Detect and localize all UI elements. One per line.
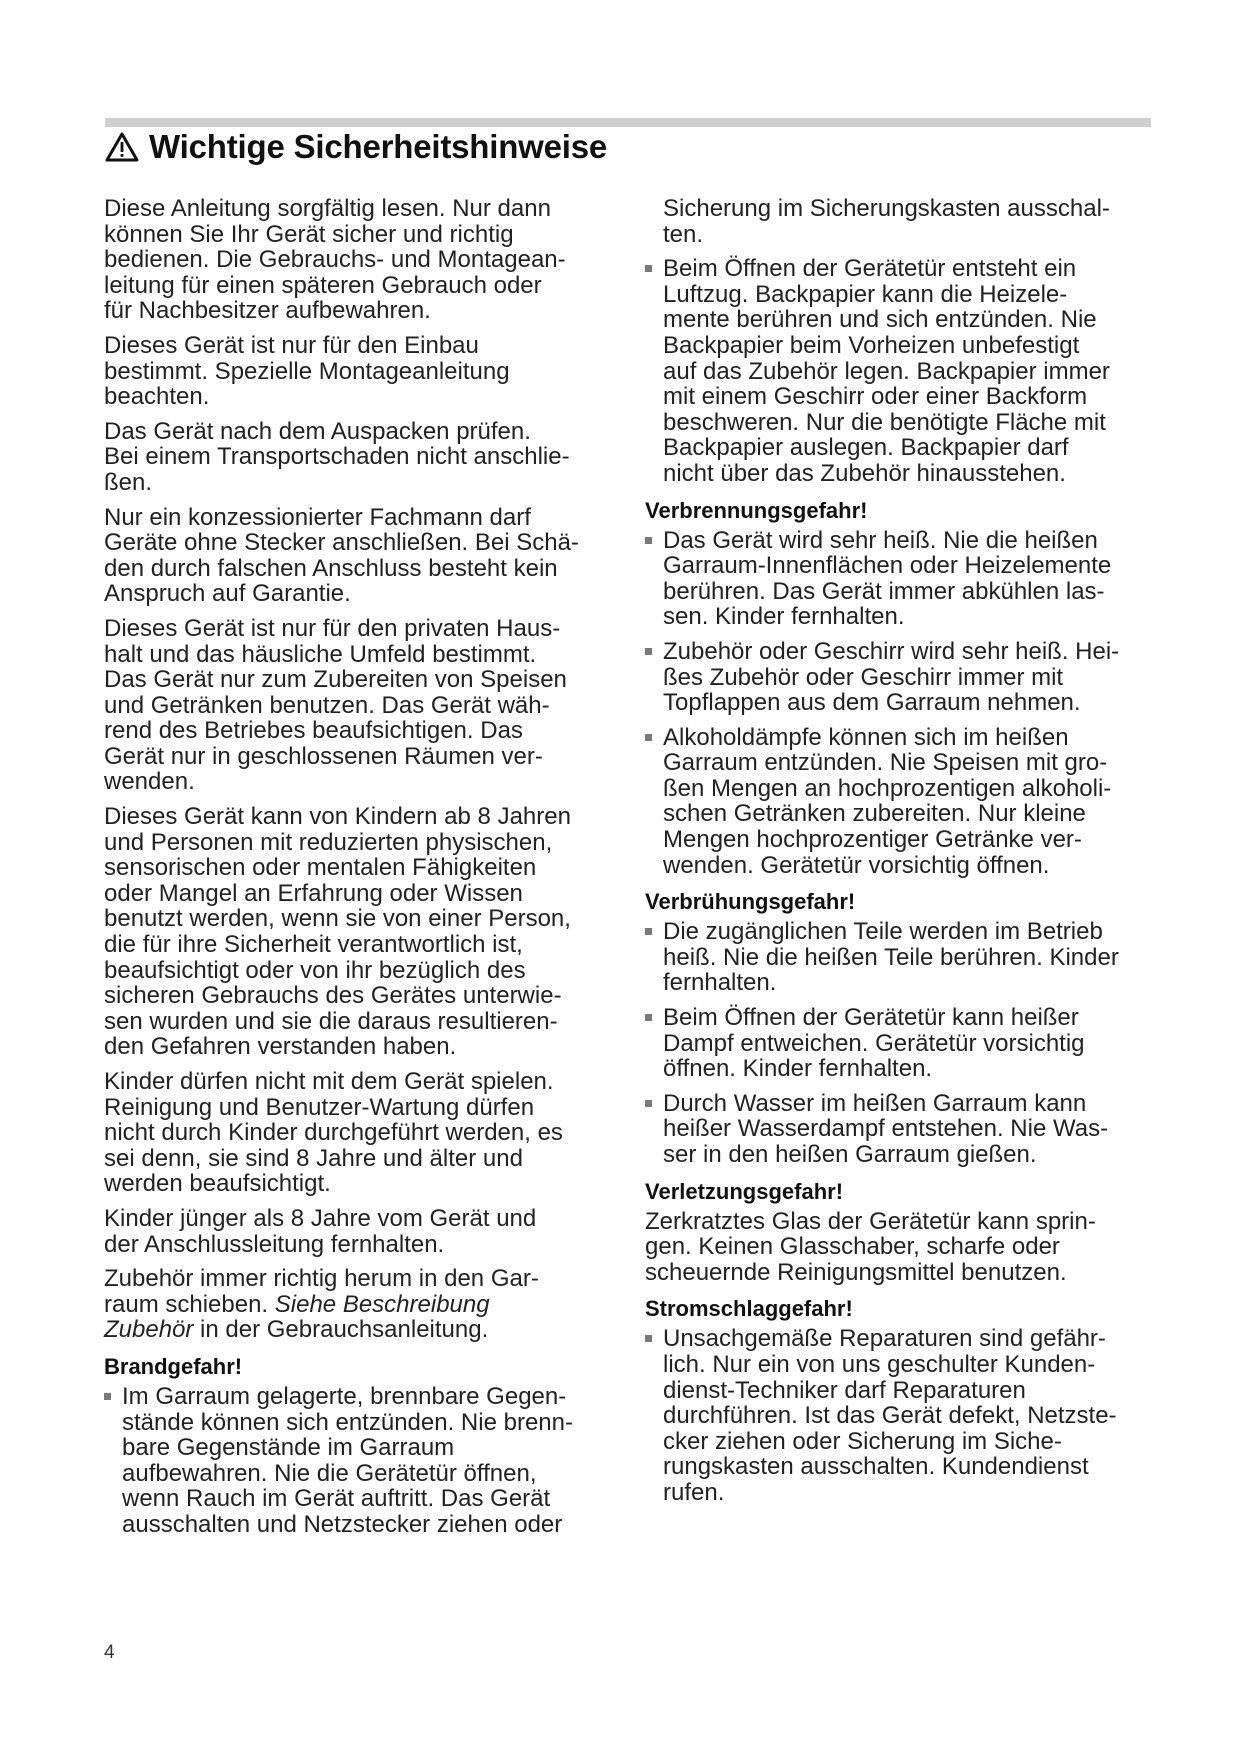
injury-hazard-text: Zerkratztes Glas der Gerätetür kann sprin- gen. Keinen Glasschaber, scharfe oder scheuernde Reinigungsmittel benutzen. [645,1207,1096,1286]
household-use-paragraph: Dieses Gerät ist nur für den privaten Haus- halt und das häusliche Umfeld bestimmt. Das Gerät nur zum Zubereiten von Speisen und Getränken benutzen. Das Gerät wäh- rend des Betriebes beaufsichtigen. Das Gerät nur in geschlossenen Räumen ver- wenden. [104,614,567,796]
scald-hazard-bullet-3: Durch Wasser im heißen Garraum kann heißer Wasserdampf entstehen. Nie Was- ser in den heißen Garraum gießen. [645,1091,1165,1168]
injury-hazard-heading: Verletzungsgefahr! [645,1178,844,1204]
scald-hazard-bullet-1: Die zugänglichen Teile werden im Betrieb heiß. Nie die heißen Teile berühren. Kinder fernhalten. [645,919,1165,996]
accessory-paragraph [104,1266,639,1343]
left-column [104,196,639,1547]
electric-shock-hazard-bullet-1: Unsachgemäße Reparaturen sind gefähr- lich. Nur ein von uns geschulter Kunden- dienst-Techniker darf Reparaturen durchführen. Ist das Gerät defekt, Netzste- cker ziehen oder Sicherung im Siche- rungskasten ausschalten. Kundendienst rufen. [645,1326,1165,1505]
accessory-text-part1: Zubehör immer richtig herum in den Gar- raum schieben. [104,1265,539,1318]
page-title [104,128,607,166]
children-under-8-paragraph: Kinder jünger als 8 Jahre vom Gerät und der Anschlussleitung fernhalten. [104,1204,537,1258]
accessory-text-part2: in der Gebrauchsanleitung. [193,1316,489,1344]
children-play-paragraph: Kinder dürfen nicht mit dem Gerät spielen. Reinigung und Benutzer-Wartung dürfen nicht durch Kinder durchgeführt werden, es sei denn, sie sind 8 Jahre und älter und werden beaufsichtigt. [104,1068,563,1198]
children-persons-paragraph: Dieses Gerät kann von Kindern ab 8 Jahren und Personen mit reduzierten physischen, sensorischen oder mentalen Fähigkeiten oder Mangel an Erfahrung oder Wissen benutzt werden, wenn sie von einer Person, die für ihre Sicherheit verantwortlich ist, beaufsichtigt oder von ihr bezüglich des sicheren Gebrauchs des Gerätes unterwie- sen wurden und sie die daraus resultieren- den Gefahren verstanden haben. [104,803,571,1061]
fire-hazard-bullet-2: Beim Öffnen der Gerätetür entsteht ein Luftzug. Backpapier kann die Heizele- mente berühren und sich entzünden. Nie Backpapier beim Vorheizen unbefestigt auf das Zubehör legen. Backpapier immer mit einem Geschirr oder einer Backform beschweren. Nur die benötigte Fläche mit Backpapier auslegen. Backpapier darf nicht über das Zubehör hinausstehen. [645,256,1165,486]
accessory-reference: Siehe Beschreibung Zubehör [104,1290,490,1344]
unpacking-paragraph: Das Gerät nach dem Auspacken prüfen. Bei einem Transportschaden nicht anschlie- ßen. [104,417,570,496]
fire-hazard-bullet-1-continued: Sicherung im Sicherungskasten ausschal- ten. [663,195,1110,248]
installation-paragraph: Dieses Gerät ist nur für den Einbau bestimmt. Spezielle Montageanleitung beachten. [104,331,510,411]
burn-hazard-bullet-1: Das Gerät wird sehr heiß. Nie die heißen Garraum-Innenflächen oder Heizelemente berühren. Das Gerät immer abkühlen las- sen. Kinder fernhalten. [645,528,1165,630]
specialist-paragraph: Nur ein konzessionierter Fachmann darf Geräte ohne Stecker anschließen. Bei Schä- den durch falschen Anschluss besteht kein Anspruch auf Garantie. [104,503,579,608]
burn-hazard-bullet-2: Zubehör oder Geschirr wird sehr heiß. Hei- ßes Zubehör oder Geschirr immer mit Topflappen aus dem Garraum nehmen. [645,639,1165,716]
page-number: 4 [104,1642,115,1663]
right-column [645,196,1165,1515]
header-rule [105,118,1151,127]
electric-shock-hazard-heading: Stromschlaggefahr! [645,1296,853,1322]
scald-hazard-heading: Verbrühungsgefahr! [645,889,856,915]
fire-hazard-bullet-1: Im Garraum gelagerte, brennbare Gegen- stände können sich entzünden. Nie brenn- bare Gegenstände im Garraum aufbewahren. Nie die Gerätetür öffnen, wenn Rauch im Gerät auftritt. Das Gerät ausschalten und Netzstecker ziehen oder [104,1384,639,1538]
intro-paragraph: Diese Anleitung sorgfältig lesen. Nur dann können Sie Ihr Gerät sicher und richtig bedienen. Die Gebrauchs- und Montagean- leitung für einen späteren Gebrauch oder für Nachbesitzer aufbewahren. [104,195,566,325]
burn-hazard-bullet-3: Alkoholdämpfe können sich im heißen Garraum entzünden. Nie Speisen mit gro- ßen Mengen an hochprozentigen alkoholi- schen Getränken zubereiten. Nur kleine Mengen hochprozentiger Getränke ver- wenden. Gerätetür vorsichtig öffnen. [645,725,1165,879]
fire-hazard-heading: Brandgefahr! [104,1353,243,1379]
burn-hazard-heading: Verbrennungsgefahr! [645,497,868,523]
warning-triangle-icon [104,131,140,163]
scald-hazard-bullet-2: Beim Öffnen der Gerätetür kann heißer Dampf entweichen. Gerätetür vorsichtig öffnen. Kinder fernhalten. [645,1005,1165,1082]
page-title-text: Wichtige Sicherheitshinweise [149,128,608,165]
